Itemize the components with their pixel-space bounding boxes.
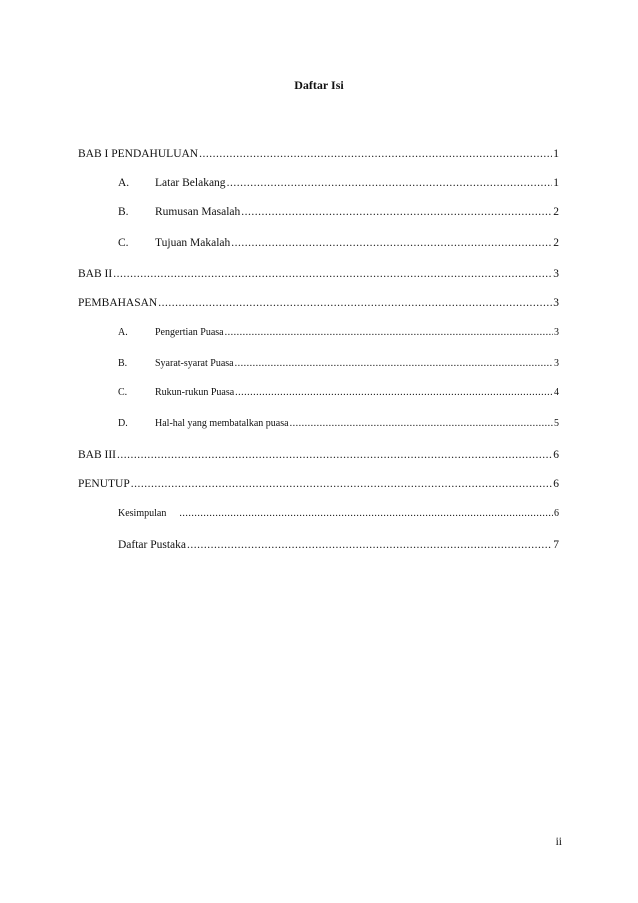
toc-entry-bab-2[interactable] xyxy=(78,266,559,282)
toc-entry-page: 7 xyxy=(553,539,559,551)
dot-leader xyxy=(227,175,553,191)
toc-entry-page: 6 xyxy=(553,478,559,490)
toc-entry-rumusan-masalah[interactable] xyxy=(118,204,559,220)
toc-entry-syarat-puasa[interactable] xyxy=(118,356,559,372)
toc-entry-label: Latar Belakang xyxy=(155,177,226,189)
toc-entry-letter: B. xyxy=(118,358,128,369)
toc-entry-letter: B. xyxy=(118,206,129,218)
toc-entry-letter: A. xyxy=(118,177,130,189)
toc-entry-label: BAB III xyxy=(78,449,117,461)
toc-entry-page: 4 xyxy=(554,387,559,398)
toc-entry-page: 1 xyxy=(553,177,559,189)
dot-leader xyxy=(225,325,553,341)
toc-entry-page: 3 xyxy=(553,268,559,280)
toc-entry-page: 6 xyxy=(553,449,559,461)
toc-entry-label: Syarat-syarat Puasa xyxy=(155,358,234,369)
toc-entry-page: 5 xyxy=(554,418,559,429)
dot-leader xyxy=(290,416,553,432)
toc-entry-label: PENUTUP xyxy=(78,478,130,490)
toc-entry-letter: C. xyxy=(118,237,129,249)
toc-entry-letter: A. xyxy=(118,327,128,338)
toc-entry-letter: D. xyxy=(118,418,128,429)
toc-entry-pengertian-puasa[interactable] xyxy=(118,325,559,341)
toc-entry-label: Rukun-rukun Puasa xyxy=(155,387,235,398)
page-title: Daftar Isi xyxy=(294,78,344,92)
dot-leader xyxy=(231,235,552,251)
toc-entry-page: 3 xyxy=(553,297,559,309)
toc-entry-pembahasan[interactable] xyxy=(78,295,559,311)
toc-entry-page: 3 xyxy=(554,327,559,338)
toc-entry-hal-membatalkan-puasa[interactable] xyxy=(118,416,559,432)
toc-entry-label: Kesimpulan xyxy=(118,508,167,519)
toc-entry-latar-belakang[interactable] xyxy=(118,175,559,191)
toc-entry-bab-1[interactable] xyxy=(78,146,559,162)
dot-leader xyxy=(179,506,553,522)
dot-leader xyxy=(158,295,552,311)
dot-leader xyxy=(241,204,552,220)
toc-entry-label: Hal-hal yang membatalkan puasa xyxy=(155,418,289,429)
toc-entry-daftar-pustaka[interactable] xyxy=(118,537,559,553)
dot-leader xyxy=(187,537,552,553)
dot-leader xyxy=(113,266,552,282)
toc-entry-page: 6 xyxy=(554,508,559,519)
toc-entry-label: BAB II xyxy=(78,268,113,280)
toc-entry-kesimpulan[interactable] xyxy=(118,506,559,522)
toc-entry-tujuan-makalah[interactable] xyxy=(118,235,559,251)
toc-entry-rukun-puasa[interactable] xyxy=(118,385,559,401)
toc-entry-page: 2 xyxy=(553,206,559,218)
toc-entry-page: 3 xyxy=(554,358,559,369)
dot-leader xyxy=(235,385,553,401)
toc-entry-label: Daftar Pustaka xyxy=(118,539,187,551)
toc-entry-label: Rumusan Masalah xyxy=(155,206,241,218)
toc-entry-bab-3[interactable] xyxy=(78,447,559,463)
toc-entry-letter: C. xyxy=(118,387,128,398)
dot-leader xyxy=(117,447,552,463)
toc-entry-page: 2 xyxy=(553,237,559,249)
toc-entry-page: 1 xyxy=(553,148,559,160)
toc-entry-label: Tujuan Makalah xyxy=(155,237,231,249)
toc-entry-label: Pengertian Puasa xyxy=(155,327,224,338)
footer-page-number: ii xyxy=(555,836,562,848)
toc-entry-penutup[interactable] xyxy=(78,476,559,492)
dot-leader xyxy=(131,476,552,492)
toc-entry-label: BAB I PENDAHULUAN xyxy=(78,148,199,160)
toc-entry-label: PEMBAHASAN xyxy=(78,297,158,309)
dot-leader xyxy=(199,146,552,162)
dot-leader xyxy=(235,356,553,372)
